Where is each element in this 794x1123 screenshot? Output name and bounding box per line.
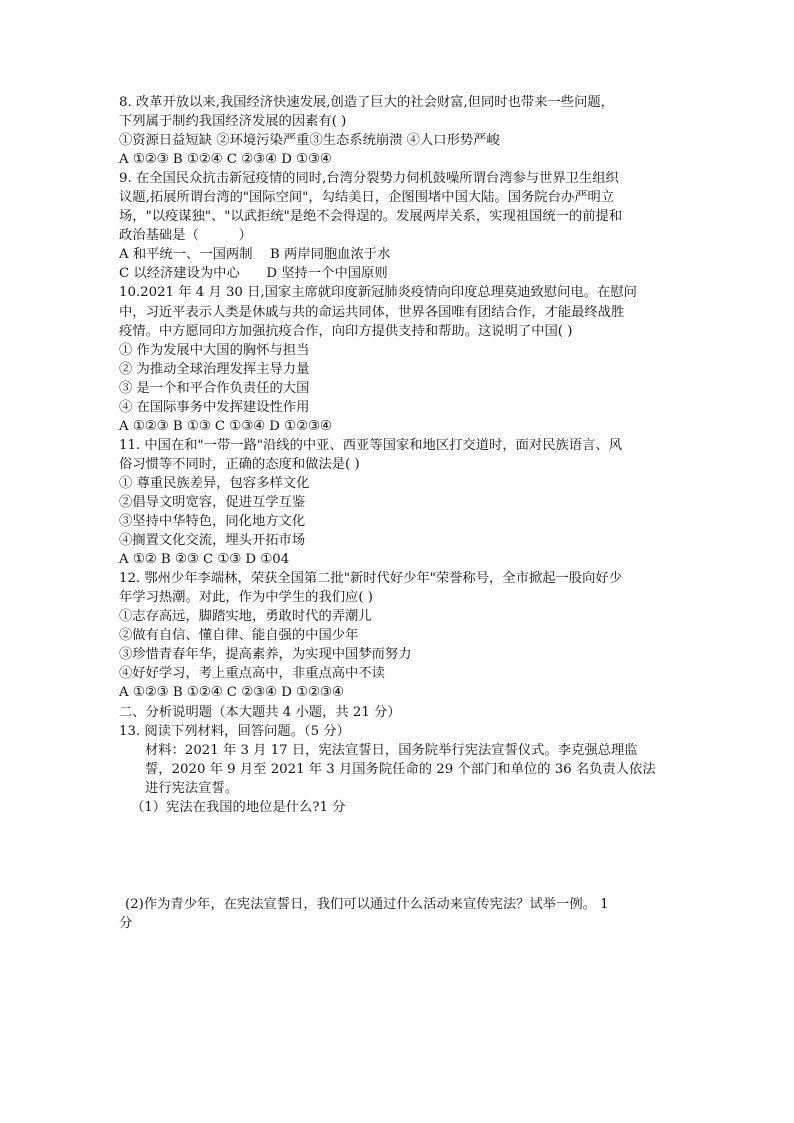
text-line: C 以经济建设为中心 D 坚持一个中国原则 xyxy=(119,266,388,282)
text-line: 11. 中国在和"一带一路"沿线的中亚、西亚等国家和地区打交道时，面对民族语言、风 xyxy=(119,437,622,453)
text-line: 下列属于制约我国经济发展的因素有( ) xyxy=(119,114,347,130)
text-line: A ①②③ B ①③ C ①③④ D ①②③④ xyxy=(119,418,332,434)
text-line: ④搁置文化交流，埋头开拓市场 xyxy=(119,533,306,549)
section-heading: 二、分析说明题（本大题共 4 小题，共 21 分） xyxy=(119,704,401,720)
text-line: 年学习热潮。对此，作为中学生的我们应( ) xyxy=(119,590,373,606)
text-line: ②倡导文明宽容，促进互学互鉴 xyxy=(119,494,306,510)
text-line: 政治基础是（ ） xyxy=(119,228,252,244)
text-line: ① 作为发展中大国的胸怀与担当 xyxy=(119,342,310,358)
material-block xyxy=(119,741,679,798)
text-line: 8. 改革开放以来,我国经济快速发展,创造了巨大的社会财富,但同时也带来一些问题， xyxy=(119,95,614,110)
text-line: A 和平统一、一国两制 B 两岸同胞血浓于水 xyxy=(119,247,391,263)
material-line: 进行宪法宣誓。 xyxy=(145,780,239,796)
answer-space xyxy=(119,817,679,895)
sub-question-2-continued: 分 xyxy=(119,915,133,931)
text-line: ③珍惜青春年华，提高素养，为实现中国梦而努力 xyxy=(119,647,412,663)
text-line: ① 尊重民族差异，包容多样文化 xyxy=(119,475,310,491)
text-line: 10.2021 年 4 月 30 日,国家主席就印度新冠肺炎疫情向印度总理莫迪致慰问电。在慰问 xyxy=(119,285,637,301)
question-block xyxy=(119,93,679,741)
text-line: 议题,拓展所谓台湾的"国际空间"，勾结美日，企图围堵中国大陆。国务院台办严明立 xyxy=(119,190,615,206)
text-line: 俗习惯等不同时，正确的态度和做法是( ) xyxy=(119,456,360,472)
text-line: ③ 是一个和平合作负责任的大国 xyxy=(119,380,310,396)
sub-question-2: (2)作为青少年，在宪法宣誓日，我们可以通过什么活动来宣传宪法？试举一例。 1 xyxy=(125,896,609,912)
text-line: ④好好学习，考上重点高中，非重点高中不读 xyxy=(119,666,385,682)
text-line: A ①② B ②③ C ①③ D ①04 xyxy=(119,552,290,568)
text-line: 疫情。中方愿同印方加强抗疫合作，向印方提供支持和帮助。这说明了中国( ) xyxy=(119,323,573,339)
exam-page xyxy=(119,93,679,933)
material-line: 材料：2021 年 3 月 17 日，宪法宣誓日，国务院举行宪法宣誓仪式。李克强总理监 xyxy=(145,742,638,758)
text-line: ①资源日益短缺 ②环境污染严重③生态系统崩溃 ④人口形势严峻 xyxy=(119,133,500,149)
text-line: 场，"以疫谋独"、"以武拒统"是绝不会得逞的。发展两岸关系，实现祖国统一的前提和 xyxy=(119,209,623,225)
text-line: 中，习近平表示人类是休戚与共的命运共同体，世界各国唯有团结合作，才能最终战胜 xyxy=(119,304,625,320)
text-line: ③坚持中华特色，同化地方文化 xyxy=(119,514,306,530)
text-line: A ①②③ B ①②④ C ②③④ D ①②③④ xyxy=(119,685,344,701)
text-line: 12. 鄂州少年李端林，荣获全国第二批"新时代好少年"荣誉称号，全市掀起一股向好少 xyxy=(119,571,622,587)
text-line: 9. 在全国民众抗击新冠疫情的同时,台湾分裂势力伺机鼓噪所谓台湾参与世界卫生组织 xyxy=(119,171,619,187)
material-line: 誓，2020 年 9 月至 2021 年 3 月国务院任命的 29 个部门和单位的 36 名负责人依法 xyxy=(145,761,656,777)
text-line: ②做有自信、懂自律、能自强的中国少年 xyxy=(119,628,359,644)
text-line: ② 为推动全球治理发挥主导力量 xyxy=(119,361,310,377)
text-line: A ①②③ B ①②④ C ②③④ D ①③④ xyxy=(119,152,332,168)
sub-question-1: （1）宪法在我国的地位是什么?1 分 xyxy=(131,799,346,815)
text-line: 13. 阅读下列材料，回答问题。（5 分） xyxy=(119,723,350,739)
text-line: ④ 在国际事务中发挥建设性作用 xyxy=(119,399,310,415)
text-line: ①志存高远，脚踏实地，勇敢时代的弄潮儿 xyxy=(119,609,372,625)
